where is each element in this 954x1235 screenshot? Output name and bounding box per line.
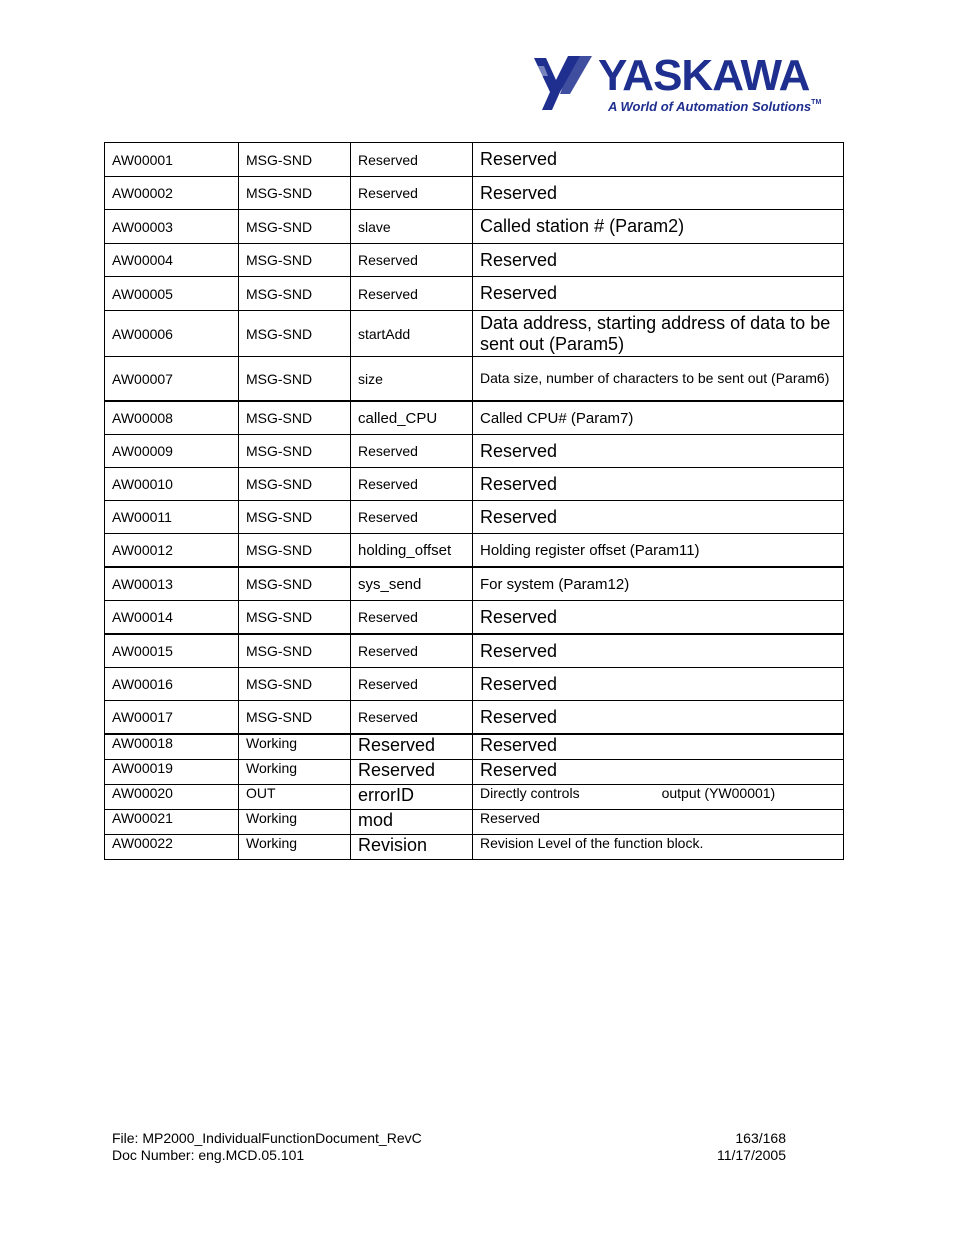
table-row bbox=[105, 177, 844, 210]
description-cell: Reserved bbox=[473, 277, 844, 311]
address-cell: AW00013 bbox=[105, 567, 239, 601]
description-cell: Reserved bbox=[473, 468, 844, 501]
address-cell: AW00008 bbox=[105, 401, 239, 435]
description-cell: Directly controls output (YW00001) bbox=[473, 785, 844, 810]
address-cell: AW00020 bbox=[105, 785, 239, 810]
name-cell: Reserved bbox=[351, 668, 473, 701]
address-cell: AW00005 bbox=[105, 277, 239, 311]
yaskawa-swoosh-icon bbox=[530, 52, 600, 114]
address-cell: AW00018 bbox=[105, 734, 239, 760]
table-row bbox=[105, 311, 844, 357]
name-cell: Reserved bbox=[351, 601, 473, 635]
yaskawa-logo bbox=[530, 52, 830, 122]
address-cell: AW00002 bbox=[105, 177, 239, 210]
type-cell: Working bbox=[239, 810, 351, 835]
table-row bbox=[105, 244, 844, 277]
address-cell: AW00003 bbox=[105, 210, 239, 244]
name-cell: Reserved bbox=[351, 143, 473, 177]
type-cell: MSG-SND bbox=[239, 701, 351, 735]
name-cell: errorID bbox=[351, 785, 473, 810]
address-cell: AW00022 bbox=[105, 835, 239, 860]
table-row bbox=[105, 210, 844, 244]
logo-tagline: A World of Automation Solutions™ bbox=[608, 99, 822, 114]
description-cell: Holding register offset (Param11) bbox=[473, 534, 844, 568]
table-row bbox=[105, 601, 844, 635]
type-cell: MSG-SND bbox=[239, 468, 351, 501]
name-cell: slave bbox=[351, 210, 473, 244]
table-row bbox=[105, 760, 844, 785]
name-cell: holding_offset bbox=[351, 534, 473, 568]
table-row bbox=[105, 835, 844, 860]
description-cell: Reserved bbox=[473, 810, 844, 835]
description-cell: Reserved bbox=[473, 244, 844, 277]
type-cell: MSG-SND bbox=[239, 357, 351, 402]
type-cell: MSG-SND bbox=[239, 244, 351, 277]
name-cell: Reserved bbox=[351, 501, 473, 534]
table-row bbox=[105, 143, 844, 177]
type-cell: MSG-SND bbox=[239, 534, 351, 568]
address-cell: AW00007 bbox=[105, 357, 239, 402]
table-row bbox=[105, 501, 844, 534]
description-cell: Called CPU# (Param7) bbox=[473, 401, 844, 435]
footer-page-info bbox=[717, 1130, 786, 1164]
description-cell: Revision Level of the function block. bbox=[473, 835, 844, 860]
address-cell: AW00011 bbox=[105, 501, 239, 534]
address-cell: AW00009 bbox=[105, 435, 239, 468]
name-cell: Reserved bbox=[351, 244, 473, 277]
address-cell: AW00006 bbox=[105, 311, 239, 357]
description-cell: Reserved bbox=[473, 734, 844, 760]
table-row bbox=[105, 634, 844, 668]
name-cell: startAdd bbox=[351, 311, 473, 357]
description-cell: Reserved bbox=[473, 701, 844, 735]
table-row bbox=[105, 785, 844, 810]
type-cell: MSG-SND bbox=[239, 501, 351, 534]
name-cell: Revision bbox=[351, 835, 473, 860]
type-cell: MSG-SND bbox=[239, 177, 351, 210]
address-cell: AW00001 bbox=[105, 143, 239, 177]
description-cell: Reserved bbox=[473, 634, 844, 668]
table-row bbox=[105, 810, 844, 835]
name-cell: Reserved bbox=[351, 435, 473, 468]
name-cell: Reserved bbox=[351, 701, 473, 735]
register-table bbox=[104, 142, 844, 860]
table-row bbox=[105, 435, 844, 468]
footer-file-info bbox=[112, 1130, 422, 1164]
name-cell: Reserved bbox=[351, 177, 473, 210]
address-cell: AW00019 bbox=[105, 760, 239, 785]
address-cell: AW00021 bbox=[105, 810, 239, 835]
description-cell: Reserved bbox=[473, 143, 844, 177]
type-cell: OUT bbox=[239, 785, 351, 810]
footer-doc-number: Doc Number: eng.MCD.05.101 bbox=[112, 1147, 305, 1163]
type-cell: MSG-SND bbox=[239, 668, 351, 701]
type-cell: MSG-SND bbox=[239, 601, 351, 635]
table-row bbox=[105, 277, 844, 311]
description-cell: For system (Param12) bbox=[473, 567, 844, 601]
description-cell: Data size, number of characters to be sent out (Param6) bbox=[473, 357, 844, 402]
description-cell: Reserved bbox=[473, 601, 844, 635]
type-cell: MSG-SND bbox=[239, 311, 351, 357]
type-cell: MSG-SND bbox=[239, 143, 351, 177]
footer-file-line: File: MP2000_IndividualFunctionDocument_RevC bbox=[112, 1130, 422, 1146]
address-cell: AW00016 bbox=[105, 668, 239, 701]
name-cell: size bbox=[351, 357, 473, 402]
description-cell: Reserved bbox=[473, 668, 844, 701]
description-cell: Called station # (Param2) bbox=[473, 210, 844, 244]
address-cell: AW00017 bbox=[105, 701, 239, 735]
page-number: 163/168 bbox=[735, 1130, 786, 1146]
table-row bbox=[105, 468, 844, 501]
type-cell: MSG-SND bbox=[239, 567, 351, 601]
type-cell: MSG-SND bbox=[239, 634, 351, 668]
description-cell: Reserved bbox=[473, 435, 844, 468]
name-cell: Reserved bbox=[351, 468, 473, 501]
name-cell: Reserved bbox=[351, 277, 473, 311]
table-row bbox=[105, 668, 844, 701]
name-cell: Reserved bbox=[351, 760, 473, 785]
address-cell: AW00010 bbox=[105, 468, 239, 501]
description-cell: Reserved bbox=[473, 760, 844, 785]
description-cell: Reserved bbox=[473, 177, 844, 210]
type-cell: Working bbox=[239, 734, 351, 760]
table-row bbox=[105, 401, 844, 435]
type-cell: MSG-SND bbox=[239, 277, 351, 311]
type-cell: MSG-SND bbox=[239, 435, 351, 468]
address-cell: AW00014 bbox=[105, 601, 239, 635]
name-cell: sys_send bbox=[351, 567, 473, 601]
type-cell: MSG-SND bbox=[239, 401, 351, 435]
type-cell: Working bbox=[239, 835, 351, 860]
table-row bbox=[105, 734, 844, 760]
address-cell: AW00004 bbox=[105, 244, 239, 277]
description-cell: Reserved bbox=[473, 501, 844, 534]
table-row bbox=[105, 534, 844, 568]
type-cell: Working bbox=[239, 760, 351, 785]
name-cell: Reserved bbox=[351, 634, 473, 668]
table-row bbox=[105, 701, 844, 735]
footer-date: 11/17/2005 bbox=[716, 1147, 786, 1163]
address-cell: AW00015 bbox=[105, 634, 239, 668]
logo-wordmark: YASKAWA bbox=[598, 51, 810, 100]
table-row bbox=[105, 357, 844, 402]
name-cell: mod bbox=[351, 810, 473, 835]
name-cell: Reserved bbox=[351, 734, 473, 760]
name-cell: called_CPU bbox=[351, 401, 473, 435]
address-cell: AW00012 bbox=[105, 534, 239, 568]
description-cell: Data address, starting address of data to be sent out (Param5) bbox=[473, 311, 844, 357]
type-cell: MSG-SND bbox=[239, 210, 351, 244]
table-row bbox=[105, 567, 844, 601]
